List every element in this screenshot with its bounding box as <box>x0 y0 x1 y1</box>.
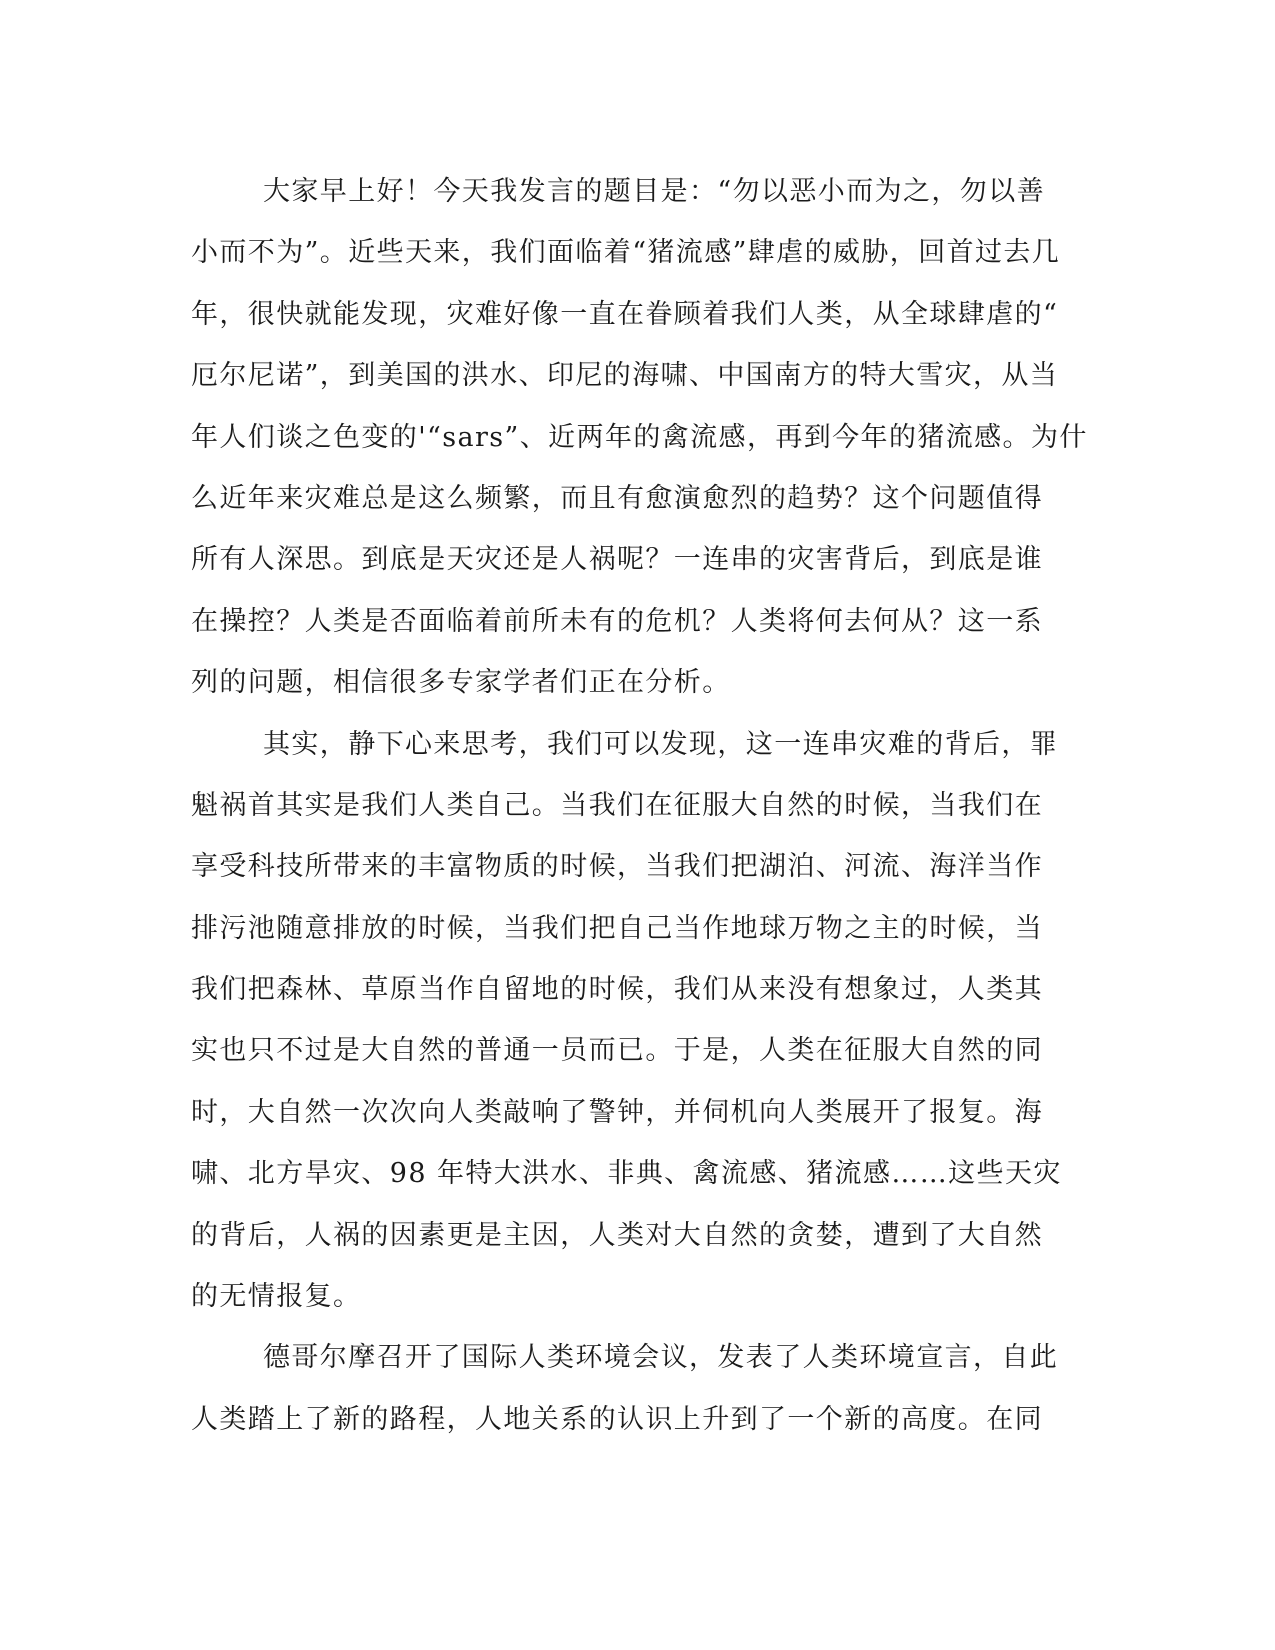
paragraph-2-line-6: 实也只不过是大自然的普通一员而已。于是，人类在征服大自然的同 <box>191 1035 1043 1067</box>
paragraph-1-line-7: 所有人深思。到底是天灾还是人祸呢？一连串的灾害背后，到底是谁 <box>191 544 1043 576</box>
paragraph-2-line-9: 的背后，人祸的因素更是主因，人类对大自然的贪婪，遭到了大自然 <box>191 1219 1043 1251</box>
paragraph-1-line-1: 大家早上好！今天我发言的题目是：“勿以恶小而为之，勿以善 <box>263 176 1046 207</box>
paragraph-2-line-5: 我们把森林、草原当作自留地的时候，我们从来没有想象过，人类其 <box>191 974 1043 1006</box>
paragraph-2-line-10: 的无情报复。 <box>191 1281 362 1313</box>
paragraph-1-line-8: 在操控？人类是否面临着前所未有的危机？人类将何去何从？这一系 <box>191 605 1043 637</box>
paragraph-2-line-8: 啸、北方旱灾、98 年特大洪水、非典、禽流感、猪流感……这些天灾 <box>191 1158 1062 1190</box>
paragraph-1-line-5: 年人们谈之色变的'“sars”、近两年的禽流感，再到今年的猪流感。为什 <box>191 421 1088 453</box>
paragraph-1-line-2: 小而不为”。近些天来，我们面临着“猪流感”肆虐的威胁，回首过去几 <box>191 237 1061 269</box>
paragraph-1-line-9: 列的问题，相信很多专家学者们正在分析。 <box>191 667 731 699</box>
paragraph-2-line-7: 时，大自然一次次向人类敲响了警钟，并伺机向人类展开了报复。海 <box>191 1096 1043 1128</box>
paragraph-2-line-2: 魁祸首其实是我们人类自己。当我们在征服大自然的时候，当我们在 <box>191 789 1043 821</box>
paragraph-2-line-3: 享受科技所带来的丰富物质的时候，当我们把湖泊、河流、海洋当作 <box>191 851 1043 883</box>
paragraph-3-line-1: 德哥尔摩召开了国际人类环境会议，发表了人类环境宣言，自此 <box>263 1342 1059 1374</box>
paragraph-3-line-2: 人类踏上了新的路程，人地关系的认识上升到了一个新的高度。在同 <box>191 1403 1043 1435</box>
paragraph-1-line-3: 年，很快就能发现，灾难好像一直在眷顾着我们人类，从全球肆虐的“ <box>191 298 1059 330</box>
paragraph-1-line-4: 厄尔尼诺”，到美国的洪水、印尼的海啸、中国南方的特大雪灾，从当 <box>191 360 1059 392</box>
speech-text <box>191 161 1091 1450</box>
paragraph-2-line-4: 排污池随意排放的时候，当我们把自己当作地球万物之主的时候，当 <box>191 912 1043 944</box>
paragraph-2-line-1: 其实，静下心来思考，我们可以发现，这一连串灾难的背后，罪 <box>263 728 1059 760</box>
paragraph-1-line-6: 么近年来灾难总是这么频繁，而且有愈演愈烈的趋势？这个问题值得 <box>191 482 1043 514</box>
